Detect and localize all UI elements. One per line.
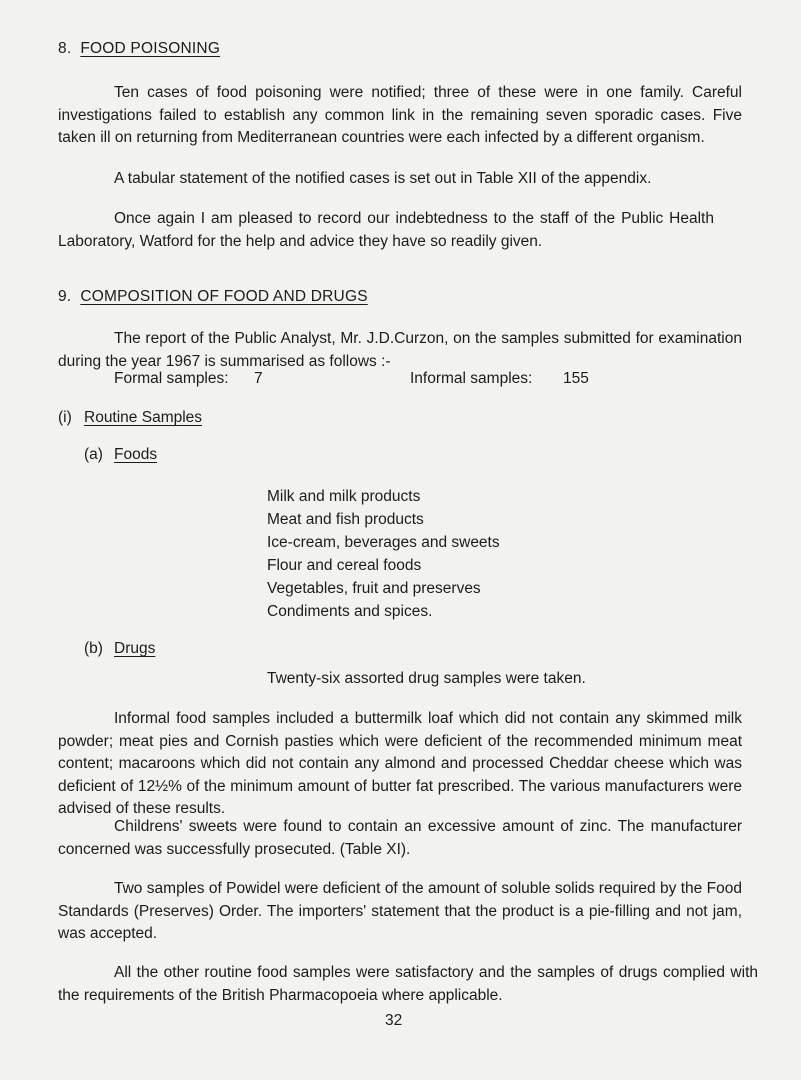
foods-list-item: Condiments and spices.	[267, 603, 433, 620]
routine-samples-conclusion-paragraph: All the other routine food samples were satisfactory and the samples of drugs complied with the requirements of the British Pharmacopoeia where applicable.	[58, 964, 758, 1004]
foods-marker: (a)	[84, 446, 103, 463]
formal-samples-label: Formal samples:	[114, 370, 229, 387]
section-8-number: 8.	[58, 40, 72, 57]
routine-samples-marker: (i)	[58, 409, 72, 426]
routine-samples-heading: Routine Samples	[84, 409, 203, 426]
drugs-text: Twenty-six assorted drug samples were taken.	[267, 670, 586, 687]
food-poisoning-paragraph-1: Ten cases of food poisoning were notified; three of these were in one family. Careful investigations failed to establish any common link in the remaining seven sporadic cases. Five taken ill on returning from Mediterranean countries were each infected by a different organism.	[58, 84, 742, 146]
foods-list-item: Milk and milk products	[267, 488, 421, 505]
section-8-title: FOOD POISONING	[80, 40, 221, 57]
section-8-heading	[58, 40, 220, 58]
informal-samples-paragraph: Informal food samples included a buttermilk loaf which did not contain any skimmed milk powder; meat pies and Cornish pasties which were deficient of the recommended minimum meat content; macaroons which did not contain any almond and processed Cheddar cheese which was deficient of 12½% of the minimum amount of butter fat prescribed. The various manufacturers were advised of these results.	[58, 710, 742, 817]
drugs-marker: (b)	[84, 640, 103, 657]
foods-list-item: Flour and cereal foods	[267, 557, 422, 574]
page-number: 32	[385, 1012, 403, 1029]
childrens-sweets-paragraph: Childrens' sweets were found to contain an excessive amount of zinc. The manufacturer concerned was successfully prosecuted. (Table XI).	[58, 818, 742, 858]
powidel-paragraph: Two samples of Powidel were deficient of the amount of soluble solids required by the Food Standards (Preserves) Order. The importers' statement that the product is a pie-filling and not jam, was accepted.	[58, 880, 742, 942]
foods-list-item: Ice-cream, beverages and sweets	[267, 534, 500, 551]
section-9-heading	[58, 288, 368, 306]
food-poisoning-paragraph-2: A tabular statement of the notified cases is set out in Table XII of the appendix.	[114, 170, 652, 187]
foods-list-item: Meat and fish products	[267, 511, 424, 528]
drugs-heading: Drugs	[114, 640, 156, 657]
foods-heading: Foods	[114, 446, 158, 463]
composition-intro-paragraph: The report of the Public Analyst, Mr. J.D.Curzon, on the samples submitted for examination during the year 1967 is summarised as follows :-	[58, 330, 742, 370]
informal-samples-value: 155	[563, 370, 589, 387]
food-poisoning-paragraph-3: Once again I am pleased to record our indebtedness to the staff of the Public Health Laboratory, Watford for the help and advice they have so readily given.	[58, 210, 714, 250]
section-9-number: 9.	[58, 288, 72, 305]
section-9-title: COMPOSITION OF FOOD AND DRUGS	[80, 288, 368, 305]
foods-list-item: Vegetables, fruit and preserves	[267, 580, 481, 597]
formal-samples-value: 7	[254, 370, 263, 387]
informal-samples-label: Informal samples:	[410, 370, 533, 387]
